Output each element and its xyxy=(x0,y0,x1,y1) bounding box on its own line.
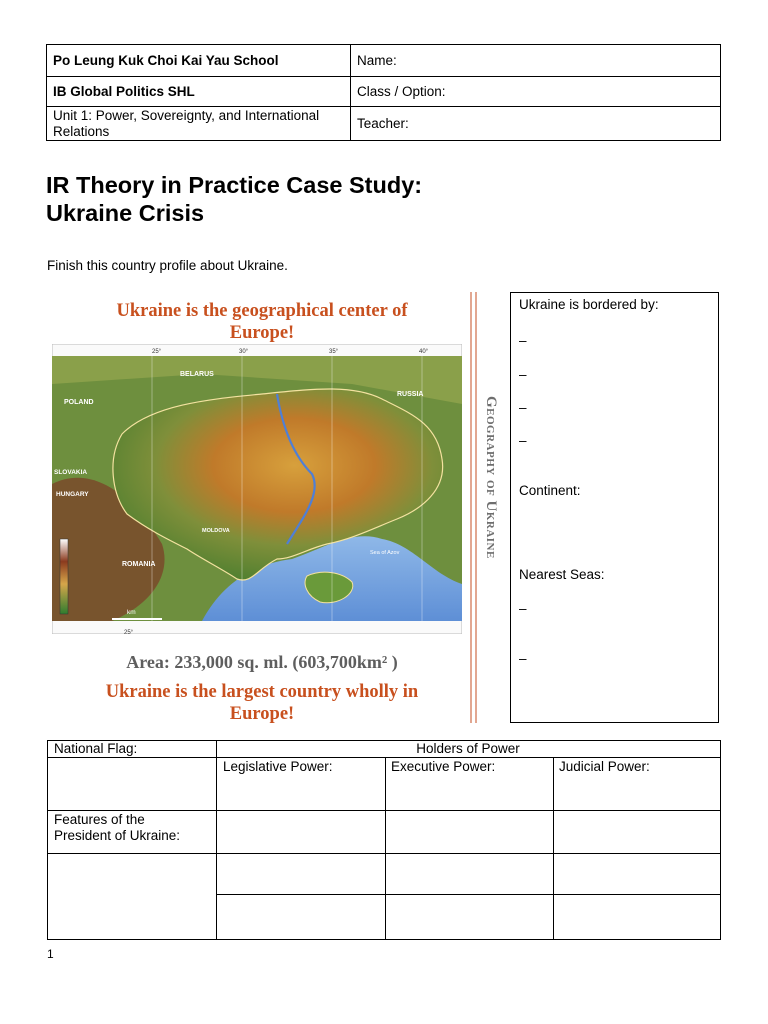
lon-40-label: 40° xyxy=(419,349,429,355)
row-divider xyxy=(216,810,720,811)
page-number: 1 xyxy=(47,947,54,961)
executive-power-label: Executive Power: xyxy=(391,759,496,774)
lon-35-label: 35° xyxy=(329,349,339,355)
header-table xyxy=(46,44,721,141)
intro-instruction: Finish this country profile about Ukraine. xyxy=(47,258,288,273)
class-option-label: Class / Option: xyxy=(351,77,721,107)
column-divider xyxy=(553,757,554,939)
row-divider xyxy=(48,810,216,811)
map-top-caption-line-2: Europe! xyxy=(229,323,295,343)
row-divider xyxy=(216,894,720,895)
poland-label: POLAND xyxy=(64,399,94,406)
map-bottom-caption xyxy=(47,681,477,725)
holders-of-power-header: Holders of Power xyxy=(416,741,520,756)
geography-map-panel xyxy=(47,292,477,723)
lon-25-label: 25° xyxy=(152,349,162,355)
government-table xyxy=(47,740,721,940)
page-title xyxy=(46,171,422,227)
bordered-by-label: Ukraine is bordered by: xyxy=(519,297,659,312)
nearest-seas-label: Nearest Seas: xyxy=(519,567,605,582)
moldova-label: MOLDOVA xyxy=(202,528,230,534)
course-name: IB Global Politics SHL xyxy=(47,77,351,107)
national-flag-label: National Flag: xyxy=(54,741,138,756)
hungary-label: HUNGARY xyxy=(56,491,89,498)
name-field-label: Name: xyxy=(351,45,721,77)
slovakia-label: SLOVAKIA xyxy=(54,469,88,476)
judicial-power-label: Judicial Power: xyxy=(559,759,650,774)
border-answer-line-4[interactable]: – xyxy=(519,433,527,448)
legislative-power-label: Legislative Power: xyxy=(223,759,333,774)
border-answer-line-2[interactable]: – xyxy=(519,367,527,382)
school-name: Po Leung Kuk Choi Kai Yau School xyxy=(47,45,351,77)
sea-answer-line-2[interactable]: – xyxy=(519,651,527,666)
area-statement: Area: 233,000 sq. ml. (603,700km² ) xyxy=(126,652,398,672)
elevation-legend xyxy=(60,539,68,614)
row-divider xyxy=(48,757,720,758)
map-bottom-caption-line-1: Ukraine is the largest country wholly in xyxy=(105,682,419,702)
sea-of-azov-label: Sea of Azov xyxy=(370,550,400,556)
sea-answer-line-1[interactable]: – xyxy=(519,601,527,616)
belarus-label: BELARUS xyxy=(180,371,214,378)
ukraine-relief-map xyxy=(52,344,462,634)
map-bottom-caption-line-2: Europe! xyxy=(229,704,295,724)
president-features-label: Features of the President of Ukraine: xyxy=(54,812,181,843)
romania-label: ROMANIA xyxy=(122,561,156,568)
scale-km-label: km xyxy=(127,609,136,616)
column-divider xyxy=(216,741,217,939)
continent-label: Continent: xyxy=(519,483,581,498)
title-line-1: IR Theory in Practice Case Study: xyxy=(46,172,423,198)
geography-side-title: Geography of Ukraine xyxy=(483,396,499,559)
divider-line-left xyxy=(470,292,472,723)
border-answer-line-3[interactable]: – xyxy=(519,400,527,415)
title-line-2: Ukraine Crisis xyxy=(46,200,205,226)
row-divider xyxy=(48,853,720,854)
map-top-caption xyxy=(47,300,477,344)
unit-title: Unit 1: Power, Sovereignty, and International Relations xyxy=(47,107,351,141)
lon-30-label: 30° xyxy=(239,349,249,355)
teacher-label: Teacher: xyxy=(351,107,721,141)
map-top-caption-line-1: Ukraine is the geographical center of xyxy=(116,301,408,321)
lon-25-bottom-label: 25° xyxy=(124,630,134,634)
country-profile-box xyxy=(510,292,719,723)
border-answer-line-1[interactable]: – xyxy=(519,333,527,348)
russia-label: RUSSIA xyxy=(397,391,424,398)
column-divider xyxy=(385,757,386,939)
